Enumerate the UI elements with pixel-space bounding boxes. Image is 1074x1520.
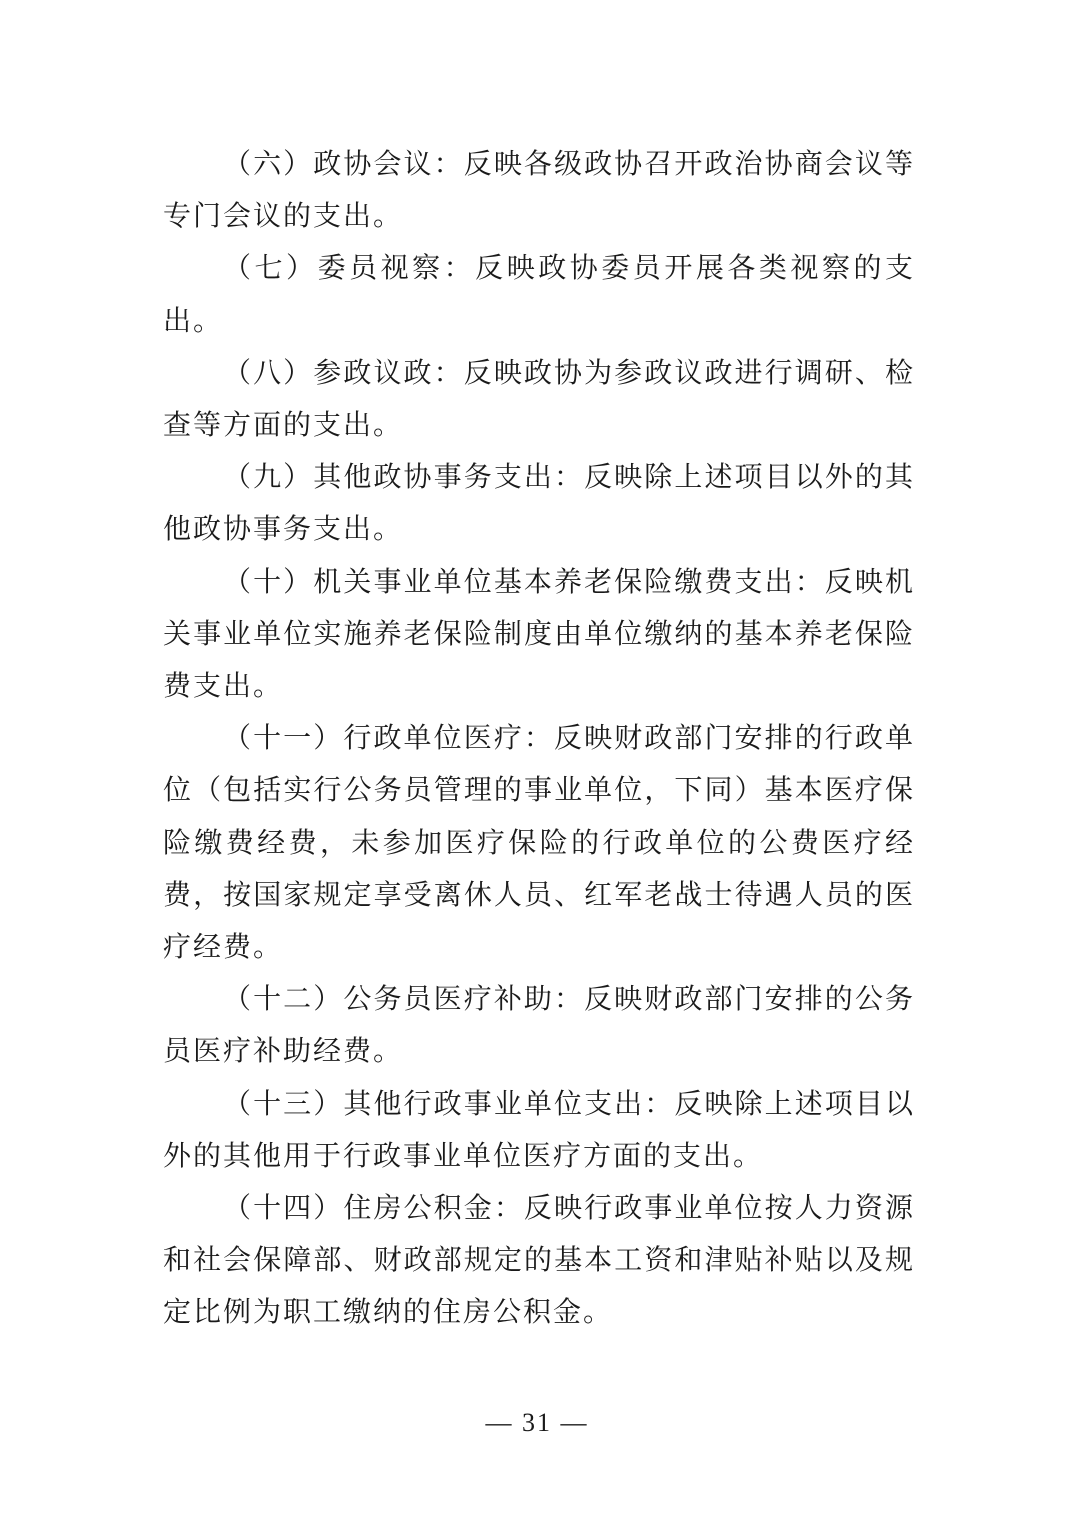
- paragraph-12: （十二）公务员医疗补助：反映财政部门安排的公务员医疗补助经费。: [163, 982, 915, 1068]
- paragraph-7: （七）委员视察：反映政协委员开展各类视察的支出。: [163, 251, 915, 337]
- paragraph-10: （十）机关事业单位基本养老保险缴费支出：反映机关事业单位实施养老保险制度由单位缴纳的基本养老保险费支出。: [163, 564, 915, 703]
- page-number: — 31 —: [485, 1408, 589, 1437]
- paragraph-8: （八）参政议政：反映政协为参政议政进行调研、检查等方面的支出。: [163, 355, 915, 442]
- paragraph-13: （十三）其他行政事业单位支出：反映除上述项目以外的其他用于行政事业单位医疗方面的支出。: [163, 1086, 915, 1172]
- paragraph-6: （六）政协会议：反映各级政协召开政治协商会议等专门会议的支出。: [163, 147, 915, 233]
- paragraph-14: （十四）住房公积金：反映行政事业单位按人力资源和社会保障部、财政部规定的基本工资和津贴补贴以及规定比例为职工缴纳的住房公积金。: [163, 1191, 915, 1329]
- document-body: [163, 138, 915, 1339]
- paragraph-11: （十一）行政单位医疗：反映财政部门安排的行政单位（包括实行公务员管理的事业单位，下同）基本医疗保险缴费经费，未参加医疗保险的行政单位的公费医疗经费，按国家规定享受离休人员、红军老战士待遇人员的医疗经费。: [163, 721, 915, 964]
- paragraph-9: （九）其他政协事务支出：反映除上述项目以外的其他政协事务支出。: [163, 460, 915, 546]
